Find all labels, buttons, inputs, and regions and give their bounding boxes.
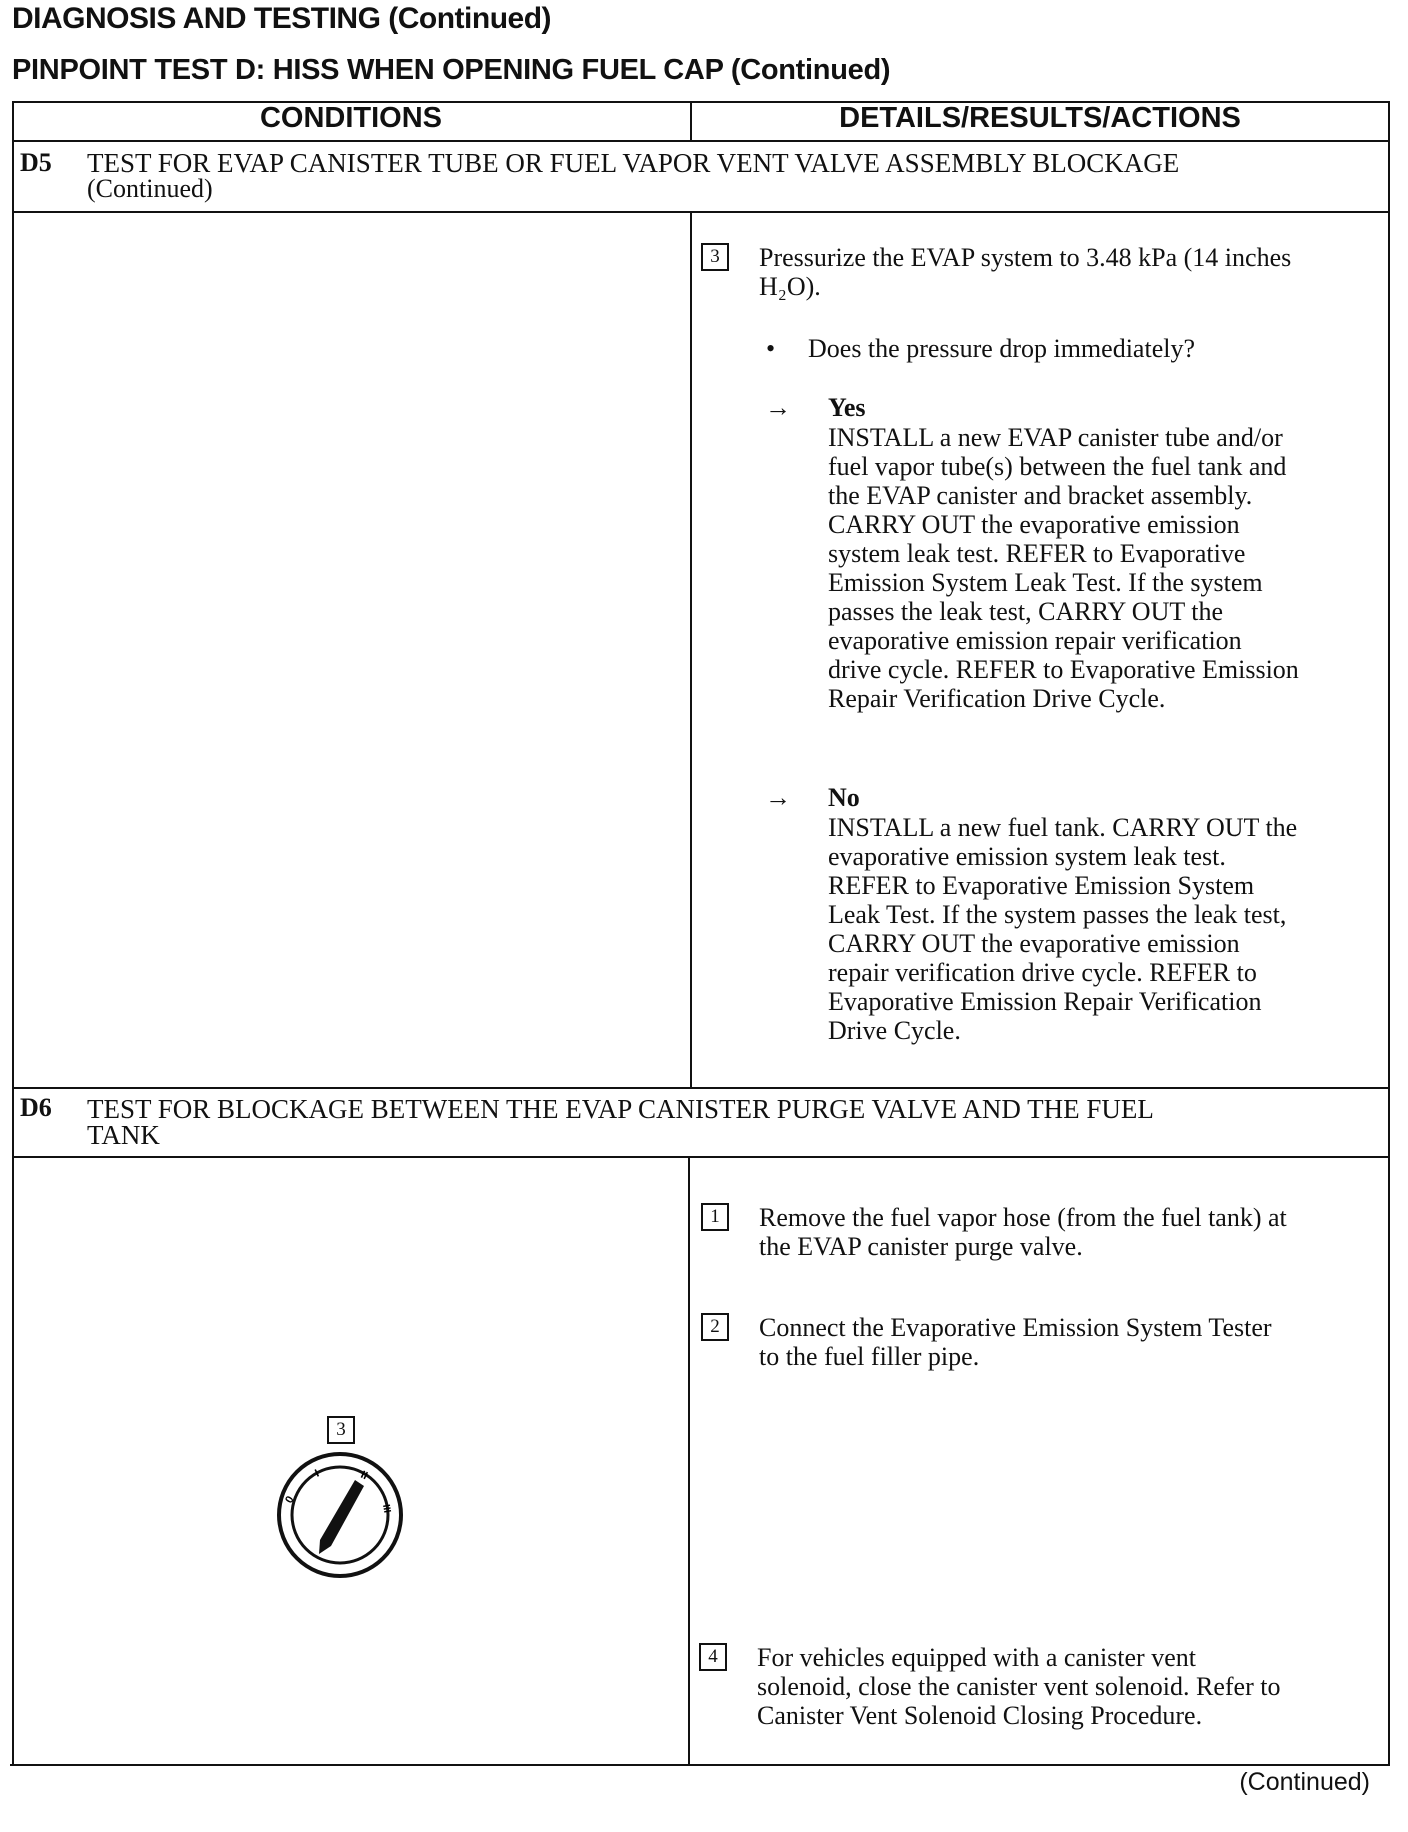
continued-footer: (Continued) xyxy=(1239,1768,1370,1796)
question-text: Does the pressure drop immediately? xyxy=(808,334,1195,363)
action-line: repair verification drive cycle. REFER to xyxy=(828,958,1257,987)
arrow-right-icon: → xyxy=(765,783,791,812)
action-line: Leak Test. If the system passes the leak test, xyxy=(828,900,1287,929)
instruction-line: Remove the fuel vapor hose (from the fuel tank) at xyxy=(759,1203,1287,1232)
action-line: CARRY OUT the evaporative emission xyxy=(828,510,1240,539)
step-title-d6-line1: TEST FOR BLOCKAGE BETWEEN THE EVAP CANISTER PURGE VALVE AND THE FUEL xyxy=(87,1094,1154,1124)
step-instruction xyxy=(759,1203,1287,1261)
bullet-icon: • xyxy=(766,334,776,363)
action-line: Drive Cycle. xyxy=(828,1016,961,1045)
step-id-d5: D5 xyxy=(20,148,52,177)
action-line: passes the leak test, CARRY OUT the xyxy=(828,597,1224,626)
action-line: the EVAP canister and bracket assembly. xyxy=(828,481,1253,510)
ignition-mark: II xyxy=(358,1468,370,1483)
action-line: Evaporative Emission Repair Verification xyxy=(828,987,1262,1016)
step-id-d6: D6 xyxy=(20,1093,52,1122)
action-line: evaporative emission repair verification xyxy=(828,626,1242,655)
result-no-actions xyxy=(828,813,1297,1045)
table-border-header-bottom xyxy=(12,140,1390,142)
action-line: drive cycle. REFER to Evaporative Emission xyxy=(828,655,1299,684)
instruction-line: to the fuel filler pipe. xyxy=(759,1342,980,1371)
column-header-conditions: CONDITIONS xyxy=(259,102,443,134)
table-border-d6-title-bottom xyxy=(12,1156,1390,1158)
step-title-d5-line1: TEST FOR EVAP CANISTER TUBE OR FUEL VAPOR VENT VALVE ASSEMBLY BLOCKAGE xyxy=(87,148,1180,178)
action-line: INSTALL a new EVAP canister tube and/or xyxy=(828,423,1283,452)
table-border-d5-bottom xyxy=(12,1087,1390,1089)
step-number-box: 4 xyxy=(699,1643,727,1671)
table-border-right xyxy=(1388,101,1390,1766)
step-title-d6-line2: TANK xyxy=(87,1120,160,1150)
column-header-details: DETAILS/RESULTS/ACTIONS xyxy=(839,102,1241,134)
action-line: system leak test. REFER to Evaporative xyxy=(828,539,1246,568)
page-title: DIAGNOSIS AND TESTING (Continued) xyxy=(12,2,552,35)
table-border-left xyxy=(12,101,14,1766)
step-number-box: 3 xyxy=(701,243,729,271)
step-instruction xyxy=(759,243,1291,301)
ignition-mark: III xyxy=(380,1503,393,1514)
step-title-d5 xyxy=(87,150,1179,202)
step-instruction xyxy=(759,1313,1272,1371)
action-line: evaporative emission system leak test. xyxy=(828,842,1226,871)
action-line: CARRY OUT the evaporative emission xyxy=(828,929,1240,958)
result-no-label: No xyxy=(828,783,860,812)
instruction-line: Connect the Evaporative Emission System Tester xyxy=(759,1313,1272,1342)
instruction-line: solenoid, close the canister vent solenoid. Refer to xyxy=(757,1672,1281,1701)
arrow-right-icon: → xyxy=(765,393,791,422)
instruction-line: Canister Vent Solenoid Closing Procedure. xyxy=(757,1701,1203,1730)
step-number-box: 2 xyxy=(701,1313,729,1341)
ignition-mark: 0 xyxy=(283,1494,297,1506)
ignition-switch-icon xyxy=(275,1450,405,1580)
result-yes-label: Yes xyxy=(828,393,866,422)
column-divider-d6 xyxy=(688,1156,690,1765)
step-title-d5-line2: (Continued) xyxy=(87,174,213,203)
instruction-line: Pressurize the EVAP system to 3.48 kPa (14 inches xyxy=(759,243,1292,272)
instruction-line: For vehicles equipped with a canister vent xyxy=(757,1643,1196,1672)
action-line: Repair Verification Drive Cycle. xyxy=(828,684,1166,713)
action-line: REFER to Evaporative Emission System xyxy=(828,871,1255,900)
instruction-line: the EVAP canister purge valve. xyxy=(759,1232,1083,1261)
step-instruction xyxy=(757,1643,1280,1730)
action-line: INSTALL a new fuel tank. CARRY OUT the xyxy=(828,813,1298,842)
ignition-mark: I xyxy=(313,1467,322,1480)
figure-step-number-box: 3 xyxy=(327,1416,355,1444)
action-line: fuel vapor tube(s) between the fuel tank and xyxy=(828,452,1287,481)
result-yes-actions xyxy=(828,423,1299,713)
step-title-d6 xyxy=(87,1096,1154,1148)
instruction-line: H₂O). xyxy=(759,272,821,301)
column-divider-d5 xyxy=(690,211,692,1088)
table-border-bottom xyxy=(10,1764,1390,1766)
test-title: PINPOINT TEST D: HISS WHEN OPENING FUEL CAP (Continued) xyxy=(12,54,891,86)
table-border-d5-title-bottom xyxy=(12,211,1390,213)
step-number-box: 1 xyxy=(701,1203,729,1231)
action-line: Emission System Leak Test. If the system xyxy=(828,568,1263,597)
